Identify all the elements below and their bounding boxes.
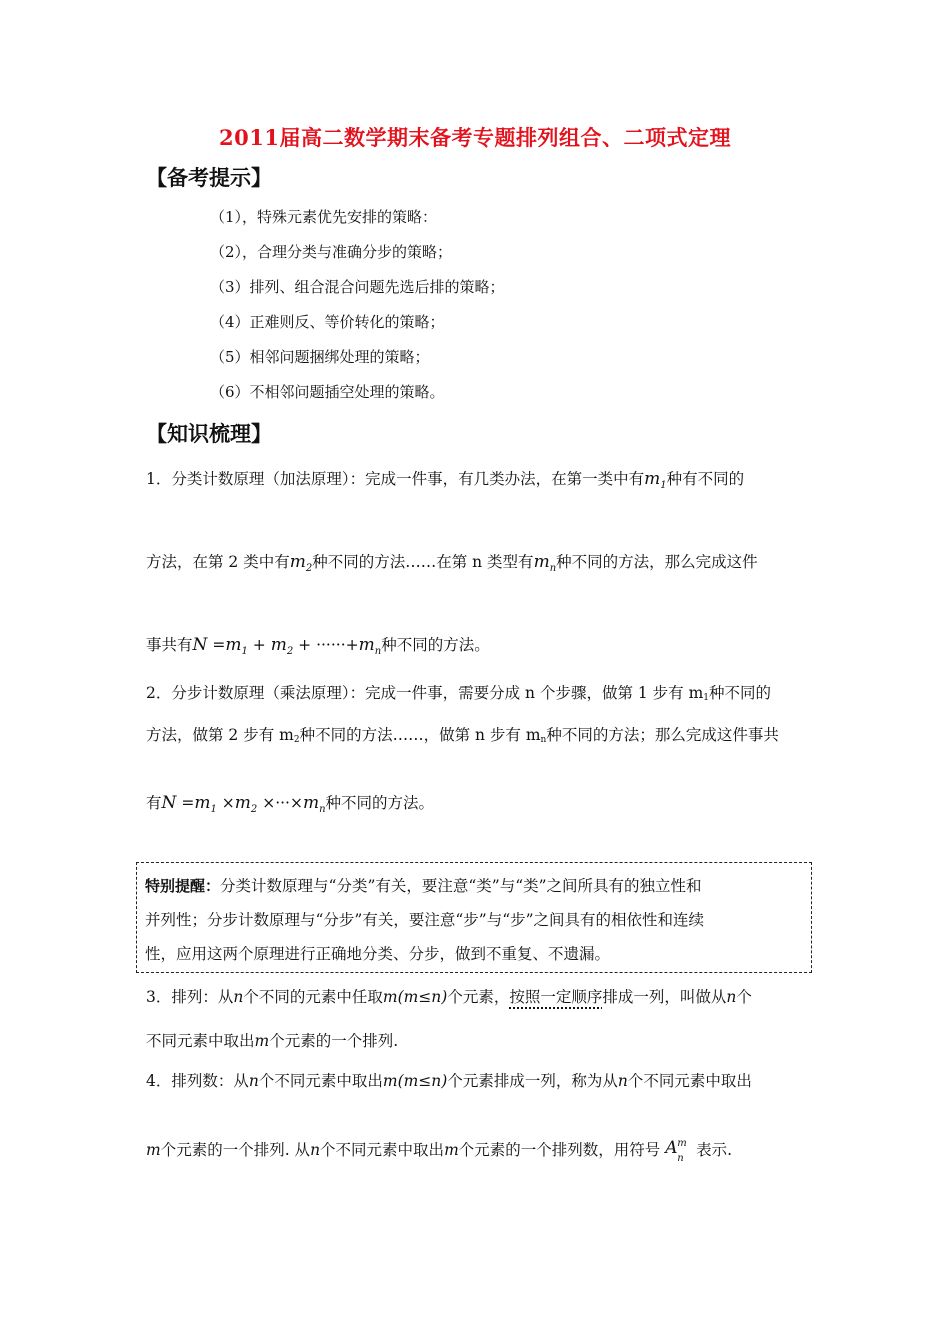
multiplication-principle-line2: 方法，做第 2 步有 m2种不同的方法……，做第 n 步有 mn种不同的方法；那么完成这件事共 — [146, 726, 779, 745]
document-title: 2011届高二数学期末备考专题排列组合、二项式定理 — [219, 125, 731, 150]
permutation-definition-line2: 不同元素中取出m个元素的一个排列. — [146, 1032, 399, 1050]
addition-principle-formula: 事共有$N =m_1 + m_2 + \cdot\cdot\cdot\cdot\cdot\cdot+m_n$种不同的方法。 — [146, 635, 490, 657]
reminder-line: 特别提醒：分类计数原理与“分类”有关，要注意“类”与“类”之间所具有的独立性和 — [145, 877, 702, 895]
special-reminder-box — [136, 862, 812, 973]
tip-item: （1），特殊元素优先安排的策略： — [210, 208, 438, 226]
addition-principle-line2: 方法，在第 2 类中有$m_2$种不同的方法……在第 n 类型有$m_n$种不同的方法，那么完成这件 — [146, 552, 758, 574]
multiplication-principle-line1: 2．分步计数原理（乘法原理）：完成一件事，需要分成 n 个步骤，做第 1 步有 m1种不同的 — [146, 684, 772, 703]
section-heading-exam-tips: 【备考提示】 — [146, 165, 272, 190]
tip-item: （6）不相邻问题插空处理的策略。 — [210, 383, 445, 401]
tip-item: （2），合理分类与准确分步的策略； — [210, 243, 453, 261]
tip-item: （5）相邻问题捆绑处理的策略； — [210, 348, 430, 366]
permutation-definition-line1: 3．排列：从n个不同的元素中任取m(m≤n)个元素，按照一定顺序排成一列，叫做从n个 — [146, 988, 752, 1006]
reminder-line: 性，应用这两个原理进行正确地分类、分步，做到不重复、不遗漏。 — [145, 945, 611, 963]
reminder-label: 特别提醒： — [145, 877, 221, 895]
emphasis-in-order: 按照一定顺序 — [509, 988, 603, 1006]
tip-item: （3）排列、组合混合问题先选后排的策略； — [210, 278, 505, 296]
addition-principle-line1: 1．分类计数原理（加法原理）：完成一件事，有几类办法，在第一类中有$m_1$种有不同的 — [146, 469, 745, 491]
section-heading-knowledge: 【知识梳理】 — [146, 421, 272, 446]
tip-item: （4）正难则反、等价转化的策略； — [210, 313, 445, 331]
multiplication-principle-formula: 有$N =m_1 \times m_2 \times\cdot\cdot\cdot\times m_n$种不同的方法。 — [146, 793, 435, 815]
permutation-symbol: A m n — [665, 1138, 687, 1164]
reminder-line: 并列性；分步计数原理与“分步”有关，要注意“步”与“步”之间具有的相依性和连续 — [145, 911, 705, 929]
permutation-number-line1: 4．排列数：从n个不同元素中取出m(m≤n)个元素排成一列，称为从n个不同元素中取出 — [146, 1072, 752, 1090]
permutation-number-line2: m个元素的一个排列. 从n个不同元素中取出m个元素的一个排列数，用符号 A m n 表示. — [146, 1138, 733, 1164]
